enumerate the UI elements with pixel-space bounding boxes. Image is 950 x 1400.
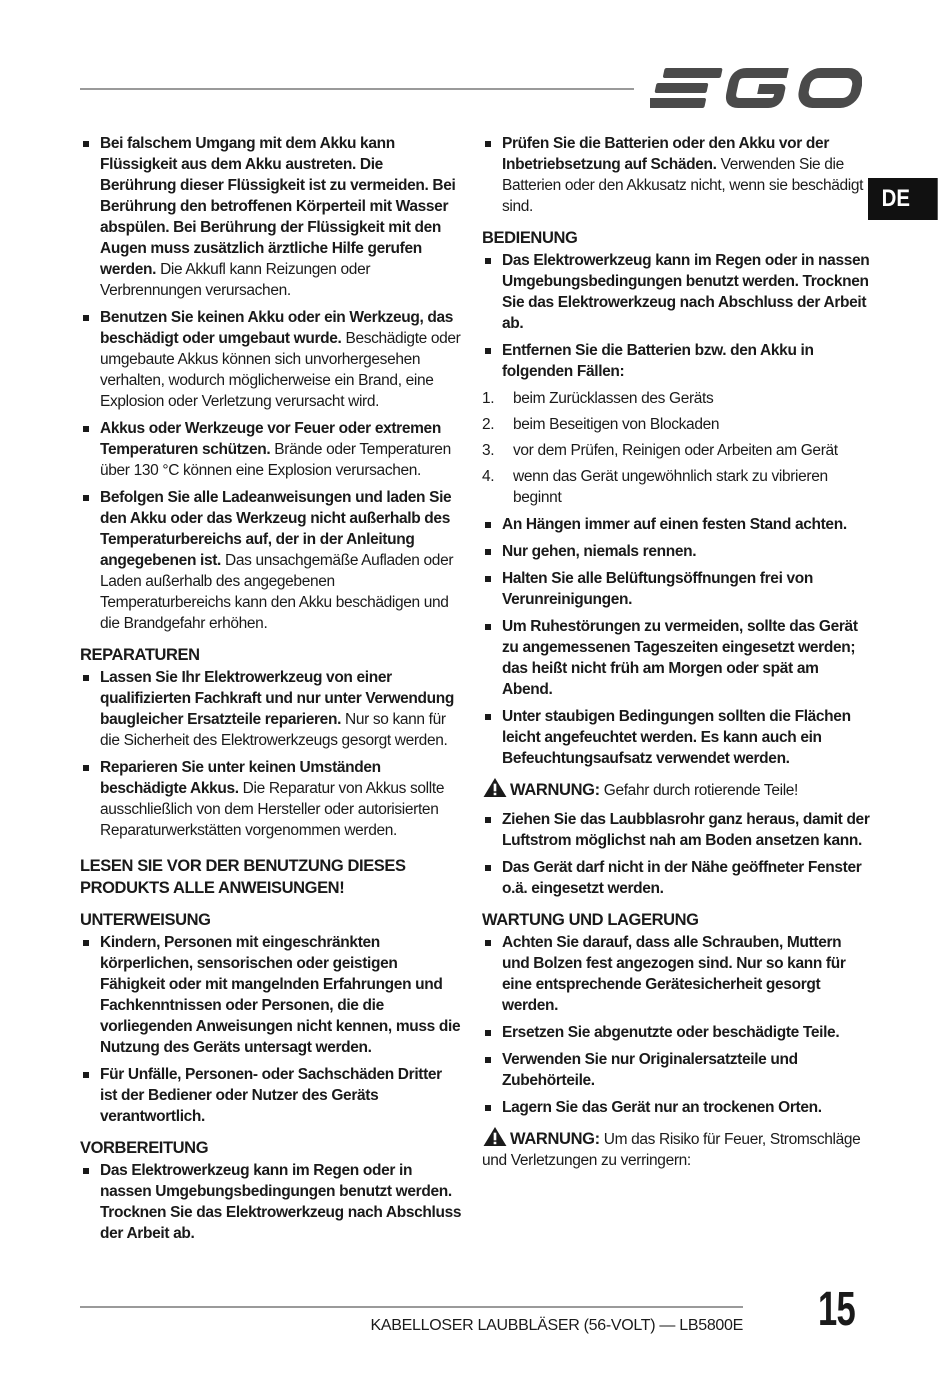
section-heading-vorbereitung: VORBEREITUNG	[80, 1139, 209, 1157]
list-item: An Hängen immer auf einen festen Stand achten.	[482, 514, 872, 535]
vorbereitung-list	[80, 1160, 462, 1244]
list-item: Befolgen Sie alle Ladeanweisungen und laden Sie den Akku oder das Werkzeug nicht außerhalb des Temperaturbereichs auf, der in der Anleitung angegebenen ist. Das unsachgemäße Aufladen oder Laden außerhalb des angegebenen Temperaturbereichs kann den Akku beschädigen und die Brandgefahr erhöhen.	[80, 487, 462, 634]
bedienung-list-b	[482, 514, 872, 769]
numbered-item: 1. beim Zurücklassen des Geräts	[482, 390, 714, 407]
list-item: Das Gerät darf nicht in der Nähe geöffneter Fenster o.ä. eingesetzt werden.	[482, 857, 872, 899]
section-heading-unterweisung: UNTERWEISUNG	[80, 911, 211, 929]
footer-rule	[80, 1306, 743, 1308]
list-item: Halten Sie alle Belüftungsöffnungen frei von Verunreinigungen.	[482, 568, 872, 610]
battery-check-list	[482, 133, 872, 217]
numbered-item: 4. wenn das Gerät ungewöhnlich stark zu vibrieren beginnt	[482, 468, 828, 506]
section-heading-wartung: WARTUNG UND LAGERUNG	[482, 911, 699, 929]
list-item: Benutzen Sie keinen Akku oder ein Werkzeug, das beschädigt oder umgebaut wurde. Beschädigte oder umgebaute Akkus können sich unvorhergesehen verhalten, wodurch möglicherweise ein Brand, eine Explosion oder Verletzung verursacht wird.	[80, 307, 462, 412]
warning-rotating-parts: WARNUNG: Gefahr durch rotierende Teile!	[482, 777, 872, 801]
section-heading-lesen: LESEN SIE VOR DER BENUTZUNG DIESES PRODUKTS ALLE ANWEISUNGEN!	[80, 857, 406, 897]
list-item: Ziehen Sie das Laubblasrohr ganz heraus, damit der Luftstrom möglichst nah am Boden ansetzen kann.	[482, 809, 872, 851]
left-column	[80, 133, 462, 1250]
list-item: Lagern Sie das Gerät nur an trockenen Orten.	[482, 1097, 872, 1118]
page-number: 15	[818, 1283, 856, 1336]
right-column	[482, 133, 872, 1179]
bedienung-numbered-list	[482, 388, 872, 508]
list-item: Unter staubigen Bedingungen sollten die Flächen leicht angefeuchtet werden. Es kann auch ein Befeuchtungsaufsatz verwendet werden.	[482, 706, 872, 769]
numbered-item: 3. vor dem Prüfen, Reinigen oder Arbeiten am Gerät	[482, 442, 838, 459]
numbered-item: 2. beim Beseitigen von Blockaden	[482, 416, 720, 433]
list-item: Prüfen Sie die Batterien oder den Akku vor der Inbetriebsetzung auf Schäden. Verwenden Sie die Batterien oder den Akkusatz nicht, wenn sie beschädigt sind.	[482, 133, 872, 217]
unterweisung-list	[80, 932, 462, 1127]
warning-fire-shock: WARNUNG: Um das Risiko für Feuer, Stromschläge und Verletzungen zu verringern:	[482, 1126, 872, 1171]
list-item: Verwenden Sie nur Originalersatzteile und Zubehörteile.	[482, 1049, 872, 1091]
wartung-list	[482, 932, 872, 1118]
list-item: Das Elektrowerkzeug kann im Regen oder in nassen Umgebungsbedingungen benutzt werden. Trocknen Sie das Elektrowerkzeug nach Abschluss der Arbeit ab.	[482, 250, 872, 334]
list-item: Kindern, Personen mit eingeschränkten körperlichen, sensorischen oder geistigen Fähigkeit oder mit mangelnden Erfahrungen und Fachkenntnissen oder Personen, die die vorliegenden Anweisungen nicht kennen, muss die Nutzung des Geräts untersagt werden.	[80, 932, 462, 1058]
language-tab: DE	[868, 178, 938, 220]
list-item: Bei falschem Umgang mit dem Akku kann Flüssigkeit aus dem Akku austreten. Die Berührung dieser Flüssigkeit ist zu vermeiden. Bei Berührung den betroffenen Körperteil mit Wasser abspülen. Bei Berührung der Flüssigkeit mit den Augen muss zusätzlich ärztliche Hilfe gerufen werden. Die Akkufl kann Reizungen oder Verbrennungen verursachen.	[80, 133, 462, 301]
list-item: Achten Sie darauf, dass alle Schrauben, Muttern und Bolzen fest angezogen sind. Nur so kann für eine entsprechende Gerätesicherheit gesorgt werden.	[482, 932, 872, 1016]
section-heading-bedienung: BEDIENUNG	[482, 229, 578, 247]
list-item: Akkus oder Werkzeuge vor Feuer oder extremen Temperaturen schützen. Brände oder Temperaturen über 130 °C können eine Explosion verursachen.	[80, 418, 462, 481]
ego-logo	[650, 62, 862, 114]
reparaturen-list	[80, 667, 462, 841]
bedienung-list-c	[482, 809, 872, 899]
bedienung-list-a	[482, 250, 872, 382]
list-item: Nur gehen, niemals rennen.	[482, 541, 872, 562]
list-item: Für Unfälle, Personen- oder Sachschäden Dritter ist der Bediener oder Nutzer des Geräts verantwortlich.	[80, 1064, 462, 1127]
battery-safety-list	[80, 133, 462, 634]
list-item: Reparieren Sie unter keinen Umständen beschädigte Akkus. Die Reparatur von Akkus sollte ausschließlich von dem Hersteller oder autorisierten Reparaturwerkstätten vorgenommen werden.	[80, 757, 462, 841]
warning-triangle-icon	[482, 777, 508, 798]
section-heading-reparaturen: REPARATUREN	[80, 646, 200, 664]
list-item: Ersetzen Sie abgenutzte oder beschädigte Teile.	[482, 1022, 872, 1043]
list-item: Um Ruhestörungen zu vermeiden, sollte das Gerät zu angemessenen Tageszeiten eingesetzt werden; das heißt nicht früh am Morgen oder spät am Abend.	[482, 616, 872, 700]
list-item: Entfernen Sie die Batterien bzw. den Akku in folgenden Fällen:	[482, 340, 872, 382]
list-item: Das Elektrowerkzeug kann im Regen oder in nassen Umgebungsbedingungen benutzt werden. Trocknen Sie das Elektrowerkzeug nach Abschluss der Arbeit ab.	[80, 1160, 462, 1244]
list-item: Lassen Sie Ihr Elektrowerkzeug von einer qualifizierten Fachkraft und nur unter Verwendung baugleicher Ersatzteile reparieren. Nur so kann für die Sicherheit des Elektrowerkzeugs gesorgt werden.	[80, 667, 462, 751]
warning-triangle-icon	[482, 1126, 508, 1147]
header-rule	[80, 88, 634, 90]
footer-product-title: KABELLOSER LAUBBLÄSER (56-VOLT) — LB5800E	[370, 1317, 743, 1334]
